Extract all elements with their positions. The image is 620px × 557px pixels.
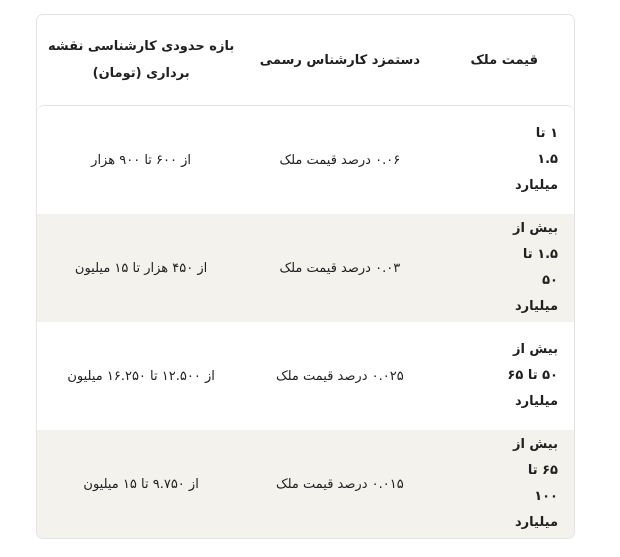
price-line: بیش از <box>512 342 558 357</box>
price-line: ۱.۵ تا ۵۰ <box>522 247 558 288</box>
table-row <box>37 214 574 322</box>
header-range-line1: بازه حدودی کارشناسی نقشه <box>47 39 235 54</box>
range-cell: از ۹.۷۵۰ تا ۱۵ میلیون <box>83 476 199 492</box>
fee-cell: ۰.۰۶ درصد قیمت ملک <box>279 152 401 168</box>
table-row <box>37 430 574 538</box>
appraisal-fee-table <box>36 14 575 539</box>
price-line: ۵۰ تا ۶۵ <box>507 368 558 383</box>
table-row <box>37 322 574 430</box>
price-line: میلیارد <box>514 515 558 530</box>
price-cell <box>434 121 574 199</box>
price-line: میلیارد <box>514 178 558 193</box>
price-line: بیش از <box>512 221 558 236</box>
header-range <box>37 33 245 87</box>
table-row <box>37 106 574 214</box>
table-body <box>37 105 574 538</box>
range-cell: از ۱۲.۵۰۰ تا ۱۶.۲۵۰ میلیون <box>67 368 215 384</box>
price-line: ۱.۵ <box>537 152 558 167</box>
price-line: بیش از <box>512 437 558 452</box>
table-header <box>37 15 574 105</box>
header-fee: دستمزد کارشناس رسمی <box>259 52 420 68</box>
price-line: میلیارد <box>514 299 558 314</box>
fee-cell: ۰.۰۳ درصد قیمت ملک <box>279 260 401 276</box>
price-line: ۱ تا <box>535 126 558 141</box>
price-cell <box>434 337 574 415</box>
price-cell <box>434 432 574 536</box>
price-line: میلیارد <box>514 394 558 409</box>
range-cell: از ۶۰۰ تا ۹۰۰ هزار <box>91 152 192 168</box>
price-line: ۶۵ تا ۱۰۰ <box>527 463 558 504</box>
fee-cell: ۰.۰۱۵ درصد قیمت ملک <box>275 476 404 492</box>
price-cell <box>434 216 574 320</box>
range-cell: از ۴۵۰ هزار تا ۱۵ میلیون <box>74 260 208 276</box>
fee-cell: ۰.۰۲۵ درصد قیمت ملک <box>275 368 404 384</box>
header-range-line2: برداری (تومان) <box>92 66 190 81</box>
header-price: قیمت ملک <box>470 52 538 68</box>
